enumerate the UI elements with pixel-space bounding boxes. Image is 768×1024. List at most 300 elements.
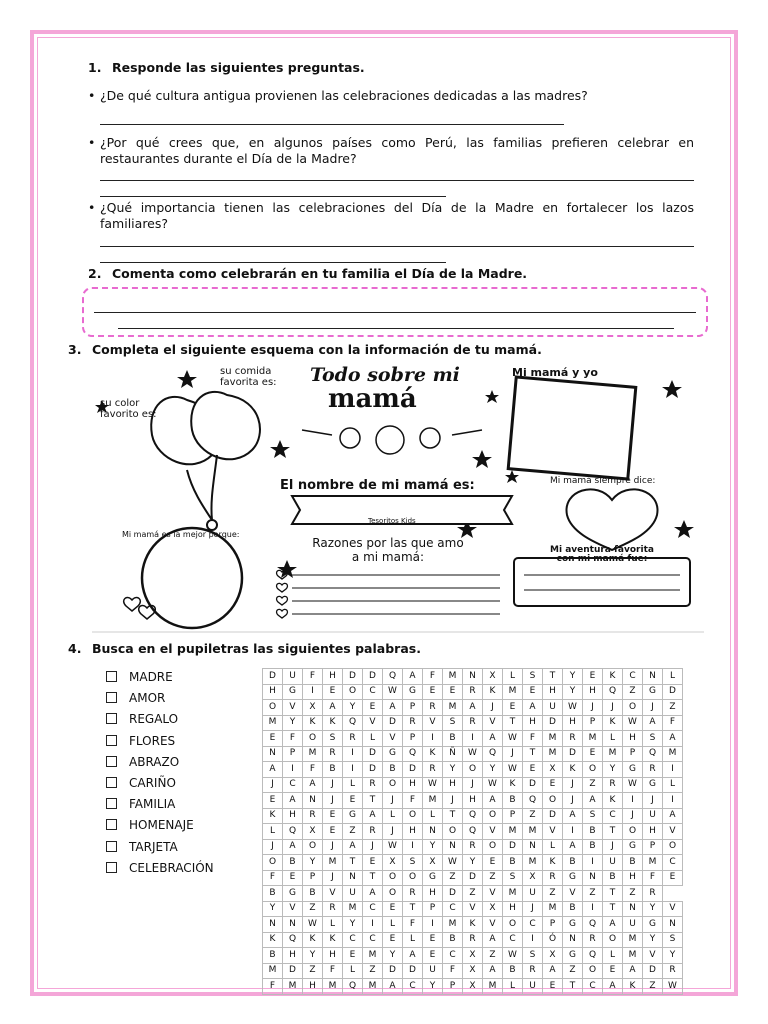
grid-cell[interactable]: L xyxy=(603,731,623,747)
grid-cell[interactable]: Z xyxy=(543,886,563,902)
grid-cell[interactable]: T xyxy=(523,746,543,762)
answer-line[interactable] xyxy=(118,328,674,329)
grid-cell[interactable]: H xyxy=(403,777,423,793)
grid-cell[interactable]: A xyxy=(523,700,543,716)
grid-cell[interactable]: Y xyxy=(283,715,303,731)
grid-cell[interactable]: Y xyxy=(663,948,683,964)
grid-cell[interactable]: Y xyxy=(643,932,663,948)
grid-cell[interactable]: Z xyxy=(303,901,323,917)
grid-cell[interactable]: V xyxy=(463,901,483,917)
grid-cell[interactable]: V xyxy=(383,731,403,747)
grid-cell[interactable]: E xyxy=(543,979,563,995)
grid-cell[interactable]: X xyxy=(303,700,323,716)
grid-cell[interactable]: T xyxy=(403,901,423,917)
grid-cell[interactable]: H xyxy=(463,793,483,809)
grid-cell[interactable]: J xyxy=(643,793,663,809)
grid-cell[interactable]: B xyxy=(263,886,283,902)
grid-cell[interactable]: F xyxy=(303,762,323,778)
grid-cell[interactable]: D xyxy=(463,870,483,886)
grid-cell[interactable]: J xyxy=(523,901,543,917)
grid-cell[interactable]: Z xyxy=(523,808,543,824)
checkbox[interactable] xyxy=(106,671,117,682)
grid-cell[interactable]: N xyxy=(303,793,323,809)
grid-cell[interactable]: H xyxy=(543,684,563,700)
grid-cell[interactable]: B xyxy=(503,793,523,809)
grid-cell[interactable]: E xyxy=(383,901,403,917)
grid-cell[interactable]: T xyxy=(603,824,623,840)
grid-cell[interactable]: I xyxy=(343,762,363,778)
grid-cell[interactable]: Y xyxy=(443,762,463,778)
grid-cell[interactable]: W xyxy=(623,777,643,793)
grid-cell[interactable]: C xyxy=(283,777,303,793)
grid-cell[interactable]: E xyxy=(383,932,403,948)
grid-cell[interactable]: F xyxy=(403,917,423,933)
grid-cell[interactable]: R xyxy=(523,963,543,979)
grid-cell[interactable]: Ó xyxy=(543,932,563,948)
answer-line[interactable] xyxy=(100,196,446,197)
grid-cell[interactable]: A xyxy=(603,979,623,995)
grid-cell[interactable]: B xyxy=(443,932,463,948)
grid-cell[interactable]: O xyxy=(583,762,603,778)
grid-cell[interactable]: J xyxy=(323,839,343,855)
grid-cell[interactable]: P xyxy=(403,700,423,716)
grid-cell[interactable]: C xyxy=(603,808,623,824)
grid-cell[interactable]: Y xyxy=(343,700,363,716)
grid-cell[interactable]: H xyxy=(623,731,643,747)
grid-cell[interactable]: N xyxy=(463,669,483,685)
grid-cell[interactable]: A xyxy=(323,700,343,716)
grid-cell[interactable]: P xyxy=(623,746,643,762)
checkbox[interactable] xyxy=(106,735,117,746)
grid-cell[interactable]: A xyxy=(283,839,303,855)
grid-cell[interactable]: O xyxy=(583,963,603,979)
grid-cell[interactable]: O xyxy=(623,700,643,716)
grid-cell[interactable]: V xyxy=(423,715,443,731)
grid-cell[interactable]: T xyxy=(443,808,463,824)
grid-cell[interactable]: L xyxy=(663,777,683,793)
grid-cell[interactable]: A xyxy=(543,963,563,979)
grid-cell[interactable]: R xyxy=(363,777,383,793)
grid-cell[interactable]: F xyxy=(663,715,683,731)
answer-line[interactable] xyxy=(100,180,694,181)
grid-cell[interactable]: T xyxy=(543,669,563,685)
grid-cell[interactable]: V xyxy=(283,901,303,917)
grid-cell[interactable]: M xyxy=(503,886,523,902)
grid-cell[interactable]: B xyxy=(443,731,463,747)
grid-cell[interactable]: Q xyxy=(343,979,363,995)
grid-cell[interactable]: O xyxy=(263,855,283,871)
grid-cell[interactable]: Q xyxy=(583,948,603,964)
grid-cell[interactable]: M xyxy=(603,746,623,762)
grid-cell[interactable]: Y xyxy=(563,684,583,700)
grid-cell[interactable]: W xyxy=(423,777,443,793)
grid-cell[interactable]: C xyxy=(623,669,643,685)
grid-cell[interactable]: R xyxy=(463,932,483,948)
grid-cell[interactable]: N xyxy=(443,839,463,855)
grid-cell[interactable]: A xyxy=(623,963,643,979)
grid-cell[interactable]: Q xyxy=(343,715,363,731)
grid-cell[interactable]: P xyxy=(303,870,323,886)
grid-cell[interactable]: O xyxy=(623,824,643,840)
grid-cell[interactable]: N xyxy=(423,824,443,840)
grid-cell[interactable]: T xyxy=(363,793,383,809)
grid-cell[interactable]: Ñ xyxy=(443,746,463,762)
grid-cell[interactable]: N xyxy=(263,746,283,762)
grid-cell[interactable]: G xyxy=(563,917,583,933)
grid-cell[interactable]: K xyxy=(323,932,343,948)
grid-cell[interactable]: K xyxy=(323,715,343,731)
grid-cell[interactable]: A xyxy=(463,700,483,716)
grid-cell[interactable]: Z xyxy=(623,886,643,902)
grid-cell[interactable]: H xyxy=(283,948,303,964)
grid-cell[interactable]: B xyxy=(303,886,323,902)
grid-cell[interactable]: B xyxy=(583,824,603,840)
grid-cell[interactable]: D xyxy=(643,963,663,979)
grid-cell[interactable]: W xyxy=(383,684,403,700)
reason-circle[interactable] xyxy=(142,528,242,628)
grid-cell[interactable]: T xyxy=(603,886,623,902)
grid-cell[interactable]: X xyxy=(303,824,323,840)
grid-cell[interactable]: B xyxy=(603,870,623,886)
grid-cell[interactable]: G xyxy=(623,839,643,855)
grid-cell[interactable]: G xyxy=(623,762,643,778)
grid-cell[interactable]: O xyxy=(263,700,283,716)
grid-cell[interactable]: E xyxy=(283,870,303,886)
grid-cell[interactable]: G xyxy=(283,684,303,700)
grid-cell[interactable]: Z xyxy=(443,870,463,886)
grid-cell[interactable]: Z xyxy=(643,979,663,995)
grid-cell[interactable]: V xyxy=(483,886,503,902)
grid-cell[interactable]: O xyxy=(403,870,423,886)
grid-cell[interactable]: I xyxy=(283,762,303,778)
grid-cell[interactable]: D xyxy=(543,808,563,824)
grid-cell[interactable]: A xyxy=(583,793,603,809)
grid-cell[interactable]: H xyxy=(643,824,663,840)
grid-cell[interactable]: E xyxy=(423,948,443,964)
grid-cell[interactable]: R xyxy=(323,901,343,917)
grid-cell[interactable]: J xyxy=(483,700,503,716)
grid-cell[interactable]: I xyxy=(523,932,543,948)
grid-cell[interactable]: L xyxy=(323,917,343,933)
grid-cell[interactable]: U xyxy=(343,886,363,902)
grid-cell[interactable]: E xyxy=(343,793,363,809)
grid-cell[interactable]: W xyxy=(503,948,523,964)
grid-cell[interactable]: Z xyxy=(363,963,383,979)
grid-cell[interactable]: H xyxy=(283,808,303,824)
grid-cell[interactable]: R xyxy=(343,731,363,747)
grid-cell[interactable]: H xyxy=(623,870,643,886)
grid-cell[interactable]: Y xyxy=(463,855,483,871)
grid-cell[interactable]: W xyxy=(303,917,323,933)
checkbox[interactable] xyxy=(106,798,117,809)
grid-cell[interactable]: Z xyxy=(303,963,323,979)
grid-cell[interactable]: C xyxy=(363,684,383,700)
grid-cell[interactable]: I xyxy=(303,684,323,700)
word-search-grid[interactable] xyxy=(262,668,683,995)
grid-cell[interactable]: R xyxy=(603,777,623,793)
grid-cell[interactable]: J xyxy=(383,824,403,840)
grid-cell[interactable]: Z xyxy=(563,963,583,979)
grid-cell[interactable]: B xyxy=(503,963,523,979)
grid-cell[interactable]: V xyxy=(543,824,563,840)
grid-cell[interactable]: Z xyxy=(583,777,603,793)
grid-cell[interactable]: V xyxy=(663,824,683,840)
grid-cell[interactable]: I xyxy=(343,746,363,762)
grid-cell[interactable]: C xyxy=(503,932,523,948)
grid-cell[interactable]: X xyxy=(463,948,483,964)
grid-cell[interactable]: M xyxy=(663,746,683,762)
grid-cell[interactable]: J xyxy=(583,700,603,716)
grid-cell[interactable]: A xyxy=(663,731,683,747)
grid-cell[interactable]: V xyxy=(283,700,303,716)
grid-cell[interactable]: O xyxy=(383,870,403,886)
grid-cell[interactable]: Z xyxy=(463,886,483,902)
grid-cell[interactable]: N xyxy=(343,870,363,886)
grid-cell[interactable]: R xyxy=(463,839,483,855)
grid-cell[interactable]: L xyxy=(503,979,523,995)
grid-cell[interactable]: B xyxy=(383,762,403,778)
grid-cell[interactable]: X xyxy=(383,855,403,871)
grid-cell[interactable]: M xyxy=(523,824,543,840)
grid-cell[interactable]: A xyxy=(483,963,503,979)
grid-cell[interactable]: C xyxy=(443,948,463,964)
grid-cell[interactable]: K xyxy=(263,932,283,948)
grid-cell[interactable]: O xyxy=(543,793,563,809)
grid-cell[interactable]: E xyxy=(323,824,343,840)
grid-cell[interactable]: L xyxy=(343,963,363,979)
grid-cell[interactable]: Q xyxy=(603,684,623,700)
grid-cell[interactable]: M xyxy=(543,746,563,762)
grid-cell[interactable]: C xyxy=(583,979,603,995)
grid-cell[interactable]: N xyxy=(563,932,583,948)
grid-cell[interactable]: D xyxy=(523,777,543,793)
grid-cell[interactable]: K xyxy=(563,762,583,778)
grid-cell[interactable]: S xyxy=(663,932,683,948)
grid-cell[interactable]: O xyxy=(403,808,423,824)
grid-cell[interactable]: X xyxy=(543,762,563,778)
grid-cell[interactable]: Q xyxy=(643,746,663,762)
grid-cell[interactable]: U xyxy=(543,700,563,716)
grid-cell[interactable]: I xyxy=(403,839,423,855)
grid-cell[interactable]: I xyxy=(663,762,683,778)
grid-cell[interactable]: V xyxy=(363,715,383,731)
grid-cell[interactable]: I xyxy=(363,917,383,933)
grid-cell[interactable]: R xyxy=(403,886,423,902)
grid-cell[interactable]: O xyxy=(603,932,623,948)
grid-cell[interactable]: S xyxy=(523,669,543,685)
grid-cell[interactable]: N xyxy=(263,917,283,933)
grid-cell[interactable]: H xyxy=(443,777,463,793)
grid-cell[interactable]: U xyxy=(603,855,623,871)
grid-cell[interactable]: T xyxy=(603,901,623,917)
grid-cell[interactable]: J xyxy=(643,700,663,716)
grid-cell[interactable]: E xyxy=(343,948,363,964)
grid-cell[interactable]: C xyxy=(343,932,363,948)
grid-cell[interactable]: S xyxy=(643,731,663,747)
grid-cell[interactable]: V xyxy=(483,715,503,731)
grid-cell[interactable]: V xyxy=(643,948,663,964)
grid-cell[interactable]: C xyxy=(403,979,423,995)
grid-cell[interactable]: K xyxy=(463,917,483,933)
grid-cell[interactable]: E xyxy=(583,669,603,685)
grid-cell[interactable]: O xyxy=(663,839,683,855)
grid-cell[interactable]: E xyxy=(483,855,503,871)
grid-cell[interactable]: M xyxy=(343,901,363,917)
grid-cell[interactable]: Y xyxy=(563,669,583,685)
grid-cell[interactable]: A xyxy=(403,948,423,964)
grid-cell[interactable]: C xyxy=(523,917,543,933)
grid-cell[interactable]: T xyxy=(563,979,583,995)
grid-cell[interactable]: O xyxy=(383,886,403,902)
grid-cell[interactable]: Q xyxy=(583,917,603,933)
grid-cell[interactable]: M xyxy=(443,917,463,933)
grid-cell[interactable]: A xyxy=(603,917,623,933)
grid-cell[interactable]: V xyxy=(563,886,583,902)
grid-cell[interactable]: F xyxy=(263,870,283,886)
grid-cell[interactable]: R xyxy=(323,746,343,762)
grid-cell[interactable]: M xyxy=(483,979,503,995)
grid-cell[interactable]: H xyxy=(583,684,603,700)
grid-cell[interactable]: Z xyxy=(483,870,503,886)
grid-cell[interactable]: P xyxy=(543,917,563,933)
grid-cell[interactable]: W xyxy=(663,979,683,995)
grid-cell[interactable]: G xyxy=(343,808,363,824)
answer-line[interactable] xyxy=(94,312,696,313)
grid-cell[interactable]: X xyxy=(463,979,483,995)
grid-cell[interactable]: I xyxy=(583,901,603,917)
grid-cell[interactable]: A xyxy=(483,793,503,809)
grid-cell[interactable]: M xyxy=(543,731,563,747)
grid-cell[interactable]: I xyxy=(583,855,603,871)
grid-cell[interactable]: R xyxy=(543,870,563,886)
grid-cell[interactable]: D xyxy=(383,715,403,731)
grid-cell[interactable]: W xyxy=(483,777,503,793)
grid-cell[interactable]: Z xyxy=(343,824,363,840)
grid-cell[interactable]: G xyxy=(643,684,663,700)
grid-cell[interactable]: E xyxy=(423,932,443,948)
grid-cell[interactable]: A xyxy=(643,715,663,731)
grid-cell[interactable]: A xyxy=(383,700,403,716)
grid-cell[interactable]: P xyxy=(503,808,523,824)
grid-cell[interactable]: D xyxy=(363,762,383,778)
grid-cell[interactable]: D xyxy=(283,963,303,979)
grid-cell[interactable]: T xyxy=(503,715,523,731)
grid-cell[interactable]: D xyxy=(403,963,423,979)
grid-cell[interactable]: G xyxy=(643,917,663,933)
grid-cell[interactable]: M xyxy=(623,932,643,948)
grid-cell[interactable]: F xyxy=(403,793,423,809)
reasons-lines[interactable] xyxy=(277,570,500,618)
grid-cell[interactable]: H xyxy=(423,886,443,902)
grid-cell[interactable]: Q xyxy=(383,669,403,685)
answer-line[interactable] xyxy=(100,246,694,247)
grid-cell[interactable]: E xyxy=(263,793,283,809)
grid-cell[interactable]: L xyxy=(383,917,403,933)
grid-cell[interactable]: M xyxy=(323,979,343,995)
grid-cell[interactable]: K xyxy=(503,777,523,793)
grid-cell[interactable]: E xyxy=(523,684,543,700)
grid-cell[interactable]: K xyxy=(423,746,443,762)
grid-cell[interactable]: E xyxy=(323,808,343,824)
grid-cell[interactable]: B xyxy=(323,762,343,778)
grid-cell[interactable]: M xyxy=(263,963,283,979)
grid-cell[interactable]: F xyxy=(323,963,343,979)
grid-cell[interactable]: Y xyxy=(423,979,443,995)
grid-cell[interactable]: J xyxy=(363,839,383,855)
grid-cell[interactable]: O xyxy=(343,684,363,700)
grid-cell[interactable]: M xyxy=(283,979,303,995)
grid-cell[interactable]: S xyxy=(443,715,463,731)
grid-cell[interactable]: U xyxy=(283,669,303,685)
grid-cell[interactable]: Y xyxy=(383,948,403,964)
grid-cell[interactable]: E xyxy=(663,870,683,886)
grid-cell[interactable]: W xyxy=(563,700,583,716)
grid-cell[interactable]: D xyxy=(263,669,283,685)
grid-cell[interactable]: W xyxy=(503,731,523,747)
grid-cell[interactable]: Y xyxy=(483,762,503,778)
grid-cell[interactable]: A xyxy=(363,886,383,902)
grid-cell[interactable]: L xyxy=(663,669,683,685)
grid-cell[interactable]: N xyxy=(643,669,663,685)
grid-cell[interactable]: L xyxy=(423,808,443,824)
grid-cell[interactable]: N xyxy=(583,870,603,886)
grid-cell[interactable]: Q xyxy=(283,824,303,840)
grid-cell[interactable]: J xyxy=(323,777,343,793)
grid-cell[interactable]: J xyxy=(323,870,343,886)
grid-cell[interactable]: A xyxy=(563,808,583,824)
grid-cell[interactable]: H xyxy=(403,824,423,840)
grid-cell[interactable]: O xyxy=(443,824,463,840)
grid-cell[interactable]: R xyxy=(463,684,483,700)
grid-cell[interactable]: B xyxy=(563,901,583,917)
grid-cell[interactable]: Z xyxy=(483,948,503,964)
grid-cell[interactable]: O xyxy=(463,762,483,778)
grid-cell[interactable]: J xyxy=(563,793,583,809)
grid-cell[interactable]: P xyxy=(283,746,303,762)
grid-cell[interactable]: S xyxy=(503,870,523,886)
grid-cell[interactable]: Z xyxy=(583,886,603,902)
grid-cell[interactable]: J xyxy=(443,793,463,809)
grid-cell[interactable]: F xyxy=(443,963,463,979)
grid-cell[interactable]: J xyxy=(463,777,483,793)
checkbox[interactable] xyxy=(106,841,117,852)
grid-cell[interactable]: D xyxy=(503,839,523,855)
grid-cell[interactable]: O xyxy=(303,839,323,855)
grid-cell[interactable]: M xyxy=(503,824,523,840)
grid-cell[interactable]: J xyxy=(563,777,583,793)
grid-cell[interactable]: G xyxy=(643,777,663,793)
grid-cell[interactable]: H xyxy=(263,684,283,700)
grid-cell[interactable]: K xyxy=(543,855,563,871)
grid-cell[interactable]: E xyxy=(443,684,463,700)
grid-cell[interactable]: M xyxy=(503,684,523,700)
grid-cell[interactable]: G xyxy=(423,870,443,886)
grid-cell[interactable]: V xyxy=(323,886,343,902)
grid-cell[interactable]: R xyxy=(403,715,423,731)
grid-cell[interactable]: W xyxy=(443,855,463,871)
grid-cell[interactable]: E xyxy=(363,700,383,716)
grid-cell[interactable]: L xyxy=(343,777,363,793)
grid-cell[interactable]: G xyxy=(283,886,303,902)
grid-cell[interactable]: K xyxy=(603,669,623,685)
grid-cell[interactable]: R xyxy=(423,700,443,716)
grid-cell[interactable]: D xyxy=(443,886,463,902)
grid-cell[interactable]: T xyxy=(343,855,363,871)
grid-cell[interactable]: O xyxy=(483,808,503,824)
grid-cell[interactable]: K xyxy=(623,979,643,995)
grid-cell[interactable]: O xyxy=(303,731,323,747)
grid-cell[interactable]: P xyxy=(403,731,423,747)
